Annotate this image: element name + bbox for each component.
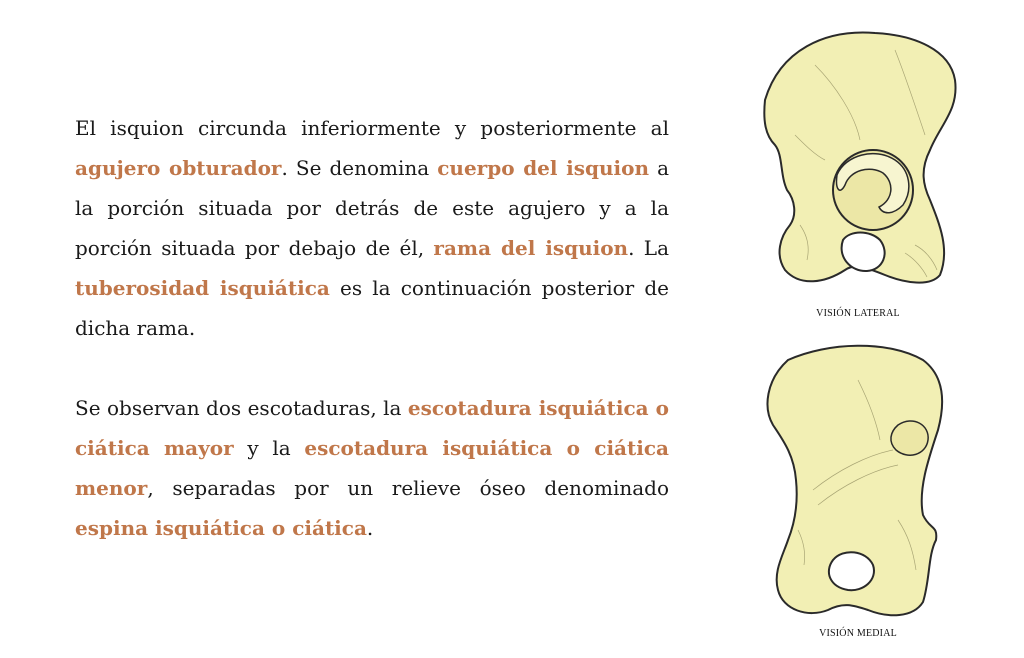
hip-bone-medial-illustration [758, 340, 948, 620]
term-escotadura-menor: escotadura isquiática o ciática menor [75, 436, 669, 500]
text: , separadas por un relieve óseo denominado [147, 476, 669, 500]
text: a la porción situada por detrás de este agujero y a la porción situada por debajo de él, [75, 156, 670, 260]
text: Se observan dos escotaduras, la [75, 396, 408, 420]
term-escotadura-mayor: escotadura isquiática o ciática mayor [75, 396, 670, 460]
obturator-foramen [829, 552, 874, 590]
text: . La [628, 236, 669, 260]
text: El isquion circunda inferiormente y posteriormente al [75, 116, 669, 140]
hip-bone-lateral-illustration [755, 25, 960, 295]
text-column [75, 108, 669, 548]
caption-lateral-view: VISIÓN LATERAL [816, 308, 900, 319]
term-espina-isquiatica: espina isquiática o ciática [75, 516, 367, 540]
text: . Se denomina [281, 156, 438, 180]
auricular-surface [891, 421, 928, 455]
caption-medial-view: VISIÓN MEDIAL [819, 628, 897, 639]
text: y la [233, 436, 305, 460]
term-cuerpo-del-isquion: cuerpo del isquion [437, 156, 650, 180]
hip-bone-medial-drawing [758, 340, 948, 620]
term-tuberosidad-isquiatica: tuberosidad isquiática [75, 276, 330, 300]
text: . [366, 516, 374, 540]
paragraph-escotaduras [75, 388, 669, 548]
term-rama-del-isquion: rama del isquion [433, 236, 629, 260]
term-agujero-obturador: agujero obturador [75, 156, 282, 180]
paragraph-isquion [75, 108, 669, 348]
text: es la continuación posterior de dicha rama. [75, 276, 669, 340]
hip-bone-lateral-drawing [755, 25, 960, 295]
